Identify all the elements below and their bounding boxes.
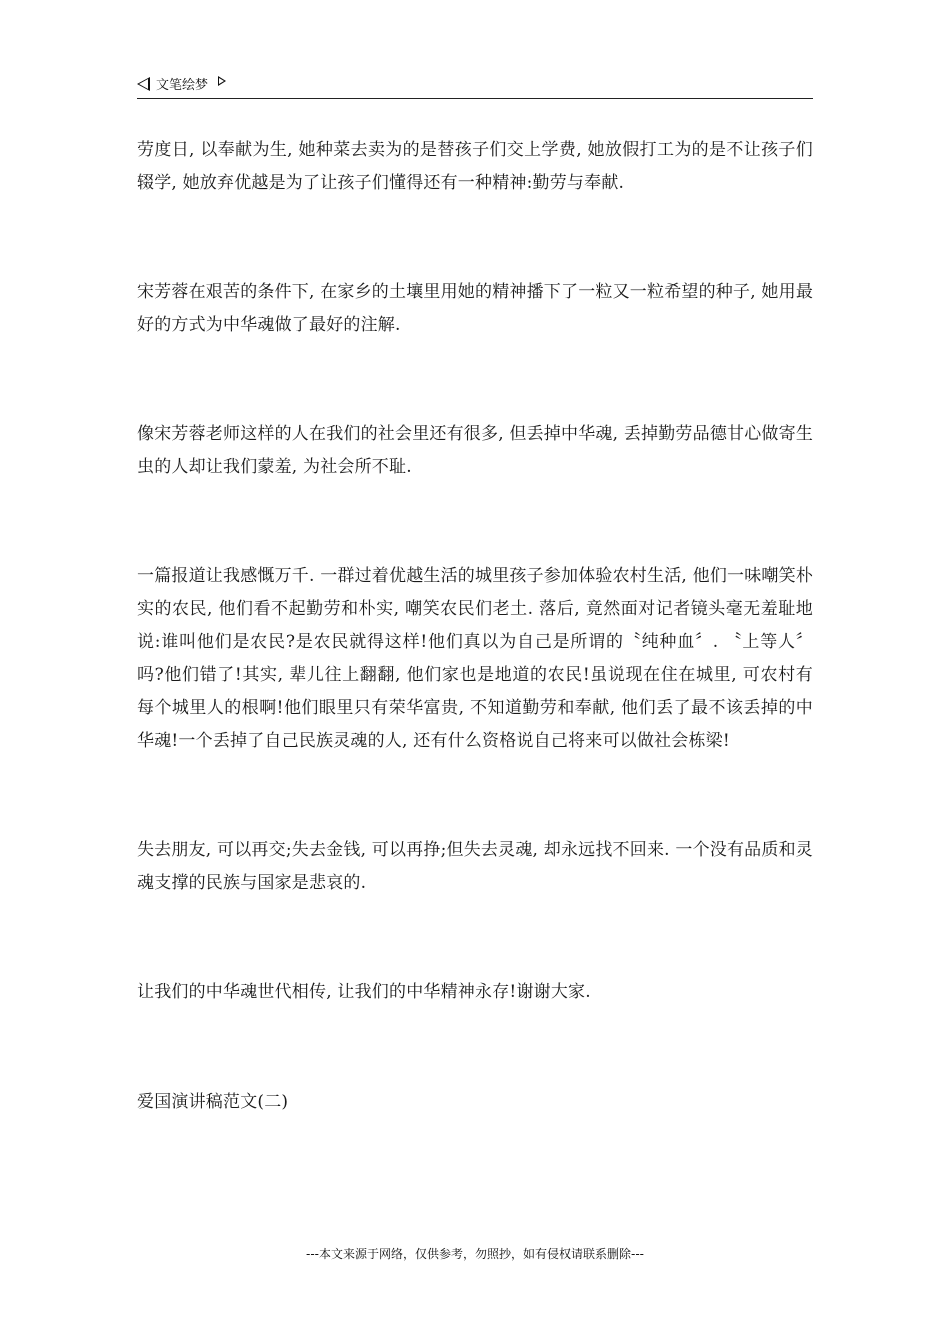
section-title: 爱国演讲稿范文(二) bbox=[137, 1092, 289, 1112]
footer-notice: ---本文来源于网络，仅供参考，勿照抄，如有侵权请联系删除--- bbox=[306, 1247, 644, 1261]
paragraph: 让我们的中华魂世代相传, 让我们的中华精神永存!谢谢大家. bbox=[137, 982, 591, 1002]
brand-text: 文笔绘梦 bbox=[156, 78, 209, 93]
triangle-left-icon bbox=[137, 77, 150, 91]
document-body bbox=[137, 134, 813, 1119]
paragraph: 像宋芳蓉老师这样的人在我们的社会里还有很多, 但丢掉中华魂, 丢掉勤劳品德甘心做寄生虫的人却让我们蒙羞, 为社会所不耻. bbox=[137, 424, 814, 477]
paragraph: 宋芳蓉在艰苦的条件下, 在家乡的土壤里用她的精神播下了一粒又一粒希望的种子, 她用最好的方式为中华魂做了最好的注解. bbox=[137, 282, 814, 335]
header-brand bbox=[137, 74, 226, 93]
triangle-right-icon bbox=[218, 76, 226, 86]
paragraph: 劳度日, 以奉献为生, 她种菜去卖为的是替孩子们交上学费, 她放假打工为的是不让孩子们辍学, 她放弃优越是为了让孩子们懂得还有一种精神:勤劳与奉献. bbox=[137, 140, 813, 193]
page-header bbox=[137, 72, 813, 99]
paragraph: 失去朋友, 可以再交;失去金钱, 可以再挣;但失去灵魂, 却永远找不回来. 一个没有品质和灵魂支撑的民族与国家是悲哀的. bbox=[137, 840, 813, 893]
paragraph: 一篇报道让我感慨万千. 一群过着优越生活的城里孩子参加体验农村生活, 他们一味嘲笑朴实的农民, 他们看不起勤劳和朴实, 嘲笑农民们老土. 落后, 竟然面对记者镜头毫无羞耻地说:谁叫他们是农民?是农民就得这样!他们真以为自己是所谓的〝纯种血〞. 〝上等人〞吗?他们错了!其实, 辈儿往上翻翻, 他们家也是地道的农民!虽说现在住在城里, 可农村有每个城里人的根啊!他们眼里只有荣华富贵, 不知道勤劳和奉献, 他们丢了最不该丢掉的中华魂!一个丢掉了自己民族灵魂的人, 还有什么资格说自己将来可以做社会栋梁! bbox=[137, 566, 814, 751]
